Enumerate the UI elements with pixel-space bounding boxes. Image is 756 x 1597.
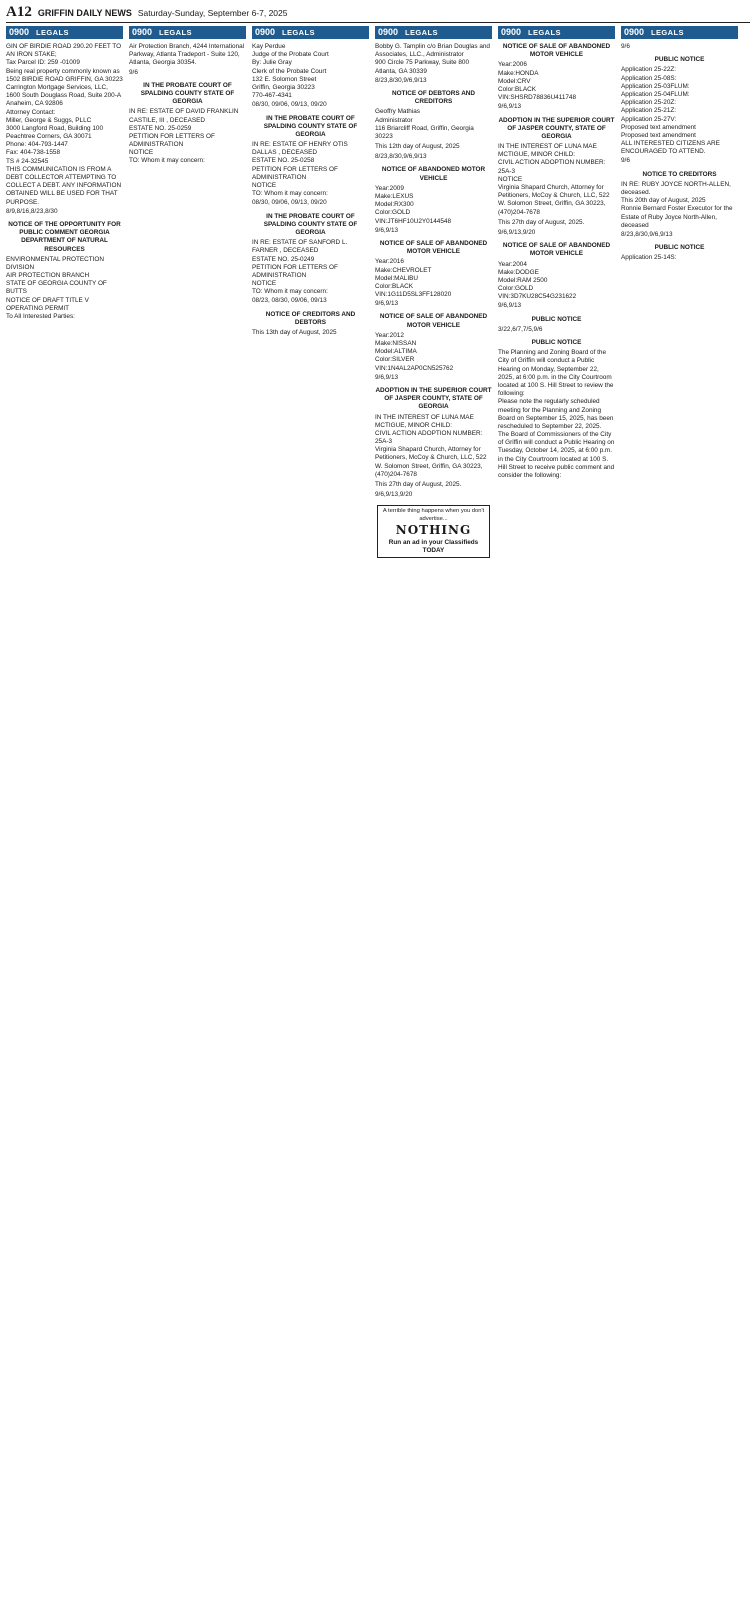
notice-line: Miller, George & Suggs, PLLC	[6, 116, 92, 124]
publication-dates: 8/9,8/16,8/23,8/30	[6, 207, 58, 215]
legal-notice	[498, 43, 615, 112]
notice-line: Year:2009	[375, 184, 404, 192]
section-category: LEGALS	[651, 27, 684, 37]
notice-line: NOTICE	[498, 175, 523, 183]
ad-headline: NOTHING	[395, 523, 472, 538]
legal-notice	[621, 244, 738, 262]
notice-line: Color:BLACK	[498, 85, 537, 93]
notice-line: IN RE: ESTATE OF SANFORD L. FARNER , DECEASED	[252, 239, 348, 255]
classifieds-ad	[377, 505, 490, 558]
notice-line: ALL INTERESTED CITIZENS ARE ENCOURAGED TO ATTEND.	[621, 140, 720, 156]
ad-call-to-action: Run an ad in your Classifieds TODAY	[388, 538, 479, 554]
notice-line: Year:2004	[498, 260, 527, 268]
legal-notice	[498, 339, 615, 480]
notice-heading: NOTICE OF SALE OF ABANDONED MOTOR VEHICLE	[379, 313, 488, 329]
notice-line: Proposed text amendment	[621, 123, 696, 131]
publication-dates: 8/23,8/30,9/6,9/13	[621, 230, 673, 238]
notice-heading: NOTICE OF SALE OF ABANDONED MOTOR VEHICLE	[379, 239, 488, 256]
legals-column	[621, 26, 738, 1591]
publication-dates: 9/6,9/13	[498, 302, 522, 310]
notice-line: This 20th day of August, 2025	[621, 197, 706, 205]
notice-heading: PUBLIC NOTICE	[654, 56, 705, 64]
publication-dates: 9/6,9/13,9/20	[375, 491, 413, 499]
notice-heading: NOTICE TO CREDITORS	[642, 170, 717, 178]
legal-notice	[6, 43, 123, 216]
notice-date: This 13th day of August, 2025	[252, 329, 337, 336]
notice-line: Being real property commonly known as 1502 BIRDIE ROAD GRIFFIN, GA 30223	[6, 67, 123, 83]
notice-line: Clerk of the Probate Court	[252, 67, 327, 75]
notice-line: VIN:1N4AL2AP0CN525762	[375, 364, 454, 372]
legals-column	[252, 26, 369, 1591]
newspaper-name: GRIFFIN DAILY NEWS	[37, 8, 132, 18]
notice-line: GIN OF BIRDIE ROAD 290.20 FEET TO AN IRON STAKE;	[6, 43, 122, 59]
notice-line: IN THE INTEREST OF LUNA MAE MCTIGUE, MINOR CHILD:	[375, 413, 474, 429]
notice-line: 770-467-4341	[252, 92, 292, 100]
notice-line: TO: Whom it may concern:	[129, 157, 205, 165]
notice-line: 132 E. Solomon Street	[252, 75, 317, 83]
notice-line: TS # 24-32545	[6, 157, 49, 165]
notice-line: Application 25-08S:	[621, 74, 677, 82]
legals-column	[498, 26, 615, 1591]
notice-date: This 27th day of August, 2025.	[498, 218, 585, 226]
legal-notice	[252, 43, 369, 110]
publication-dates: 08/30, 09/06, 09/13, 09/20	[252, 101, 327, 109]
notice-heading: NOTICE OF SALE OF ABANDONED MOTOR VEHICLE	[502, 43, 611, 59]
legal-notice	[129, 43, 246, 77]
notice-line: VIN:SHSRD78836U411748	[498, 94, 577, 102]
publication-dates: 9/6,9/13	[375, 226, 399, 234]
notice-line: Color:BLACK	[375, 282, 414, 290]
notice-line: Make:LEXUS	[375, 193, 414, 200]
section-code: 0900	[624, 26, 645, 37]
publication-dates: 9/6,9/13	[375, 373, 399, 381]
notice-line: Phone: 404-793-1447	[6, 141, 68, 149]
section-category: LEGALS	[159, 27, 192, 37]
legal-notice	[498, 242, 615, 311]
notice-heading: ADOPTION IN THE SUPERIOR COURT OF JASPER COUNTY, STATE OF GEORGIA	[498, 116, 615, 140]
legals-columns	[6, 26, 750, 1591]
legal-notice	[252, 311, 369, 338]
publication-dates: 9/6	[129, 68, 138, 76]
section-category: LEGALS	[405, 27, 438, 37]
notice-line: Griffin, Georgia 30223	[252, 83, 315, 91]
notice-line: Carrington Mortgage Services, LLC, 1600 South Douglass Road, Suite 200-A Anaheim, CA 92806	[6, 83, 121, 108]
notice-heading: PUBLIC NOTICE	[531, 315, 582, 323]
notice-heading: IN THE PROBATE COURT OF SPALDING COUNTY STATE OF GEORGIA	[263, 212, 358, 236]
notice-line: Judge of the Probate Court	[252, 51, 329, 59]
notice-line: Model:RAM 2500	[498, 276, 548, 284]
section-code: 0900	[132, 26, 153, 37]
ad-tagline: A terrible thing happens when you don't advertise...	[382, 508, 485, 522]
legal-notice	[375, 166, 492, 235]
notice-line: IN RE: ESTATE OF HENRY OTIS DALLAS , DECEASED	[252, 141, 348, 157]
notice-line: Bobby G. Tamplin c/o Brian Douglas and Associates, LLC., Administrator	[375, 43, 490, 59]
notice-line: NOTICE	[252, 182, 277, 189]
notice-line: CIVIL ACTION ADOPTION NUMBER: 25A-3	[498, 159, 606, 175]
masthead	[6, 4, 750, 23]
notice-line: Fax: 404-738-1558	[6, 149, 61, 157]
legal-notice	[621, 171, 738, 240]
legal-notice	[498, 316, 615, 334]
notice-line: Color:GOLD	[498, 285, 534, 293]
section-category: LEGALS	[282, 27, 315, 37]
section-tab	[621, 26, 738, 39]
notice-line: Make:CHEVROLET	[375, 266, 432, 274]
notice-line: 900 Circle 75 Parkway, Suite 800 Atlanta, GA 30339	[375, 59, 470, 75]
notice-heading: IN THE PROBATE COURT OF SPALDING COUNTY STATE OF GEORGIA	[263, 114, 358, 138]
notice-line: ENVIRONMENTAL PROTECTION DIVISION	[6, 255, 104, 271]
notice-line: 116 Briarcliff Road, Griffin, Georgia 30223	[375, 124, 474, 140]
notice-line: ESTATE NO. 25-0258	[252, 157, 315, 165]
notice-heading: NOTICE OF ABANDONED MOTOR VEHICLE	[381, 166, 486, 182]
legal-notice	[621, 43, 738, 51]
notice-line: TO: Whom it may concern:	[252, 288, 328, 296]
legal-notice	[621, 56, 738, 165]
legals-column	[375, 26, 492, 1591]
notice-line: Administrator	[375, 116, 413, 124]
legal-notice	[375, 240, 492, 309]
notice-line: Virginia Shapard Church, Attorney for Petitioners, McCoy & Church, LLC, 522 W. Solomon Street, Griffin, GA 30223, (470)204-7678	[498, 184, 610, 216]
notice-line: VIN:1G11D5SL3FF128020	[375, 291, 452, 299]
section-code: 0900	[9, 26, 30, 37]
publication-dates: 8/23,8/30,9/6,9/13	[375, 153, 427, 161]
notice-line: PETITION FOR LETTERS OF ADMINISTRATION	[252, 263, 338, 279]
notice-heading: IN THE PROBATE COURT OF SPALDING COUNTY STATE OF GEORGIA	[140, 81, 235, 106]
notice-line: Make:NISSAN	[375, 340, 417, 347]
notice-line: Make:HONDA	[498, 69, 539, 77]
notice-line: AIR PROTECTION BRANCH	[6, 272, 90, 280]
notice-line: The Planning and Zoning Board of the City of Griffin will conduct a Public Hearing on Monday, September 22, 2025, at 6:00 p.m. in the City Courtroom located at 100 S. Hill Street to review the following:	[498, 349, 614, 398]
notice-line: PETITION FOR LETTERS OF ADMINISTRATION	[252, 165, 338, 181]
notice-line: Application 25-22Z:	[621, 66, 677, 74]
notice-line: Model:CRV	[498, 77, 531, 85]
notice-line: Ronnie Bernard Foster Executor for the Estate of Ruby Joyce North-Allen, deceased	[621, 205, 733, 229]
notice-heading: PUBLIC NOTICE	[531, 339, 582, 346]
notice-line: VIN:3D7KU28C54G231622	[498, 293, 577, 301]
notice-line: Application 25-27V:	[621, 115, 677, 123]
notice-date: This 27th day of August, 2025.	[375, 481, 462, 488]
publication-dates: 3/22,6/7,7/5,9/6	[498, 325, 543, 333]
publication-dates: 08/23, 08/30, 09/06, 09/13	[252, 297, 327, 305]
legal-notice	[375, 90, 492, 162]
legal-notice	[375, 43, 492, 85]
notice-line: NOTICE	[252, 280, 277, 288]
legals-column	[6, 26, 123, 1591]
legal-notice	[252, 213, 369, 306]
section-tab	[129, 26, 246, 39]
page-number: A12	[6, 4, 32, 20]
notice-line: Air Protection Branch, 4244 International Parkway, Atlanta Tradeport - Suite 120, Atlanta, Georgia 30354.	[129, 43, 245, 67]
notice-line: Please note the regularly scheduled meeting for the Planning and Zoning Board on September 15, 2025, has been rescheduled to September 22, 2025.	[498, 398, 614, 430]
notice-line: (470)204-7678	[375, 470, 417, 478]
notice-line: Kay Perdue	[252, 43, 286, 50]
legal-notice	[129, 82, 246, 166]
notice-line: Proposed text amendment	[621, 131, 696, 139]
section-tab	[6, 26, 123, 39]
notice-line: IN RE: RUBY JOYCE NORTH-ALLEN, deceased.	[621, 180, 731, 196]
publication-dates: 9/6	[621, 43, 630, 50]
legal-notice	[498, 117, 615, 238]
notice-line: ESTATE NO. 25-0249	[252, 255, 315, 263]
publication-dates: 9/6,9/13	[375, 300, 399, 308]
notice-line: Application 25-14S:	[621, 254, 677, 262]
legal-notice	[375, 387, 492, 499]
notice-line: By: Julie Gray	[252, 59, 292, 67]
notice-line: Model:ALTIMA	[375, 348, 417, 356]
notice-heading: NOTICE OF DEBTORS AND CREDITORS	[391, 89, 476, 106]
notice-line: To All Interested Parties:	[6, 313, 75, 320]
notice-line: VIN:JT6HF10U2Y0144548	[375, 217, 452, 225]
notice-line: Tax Parcel ID: 259 -01009	[6, 59, 80, 67]
notice-heading: ADOPTION IN THE SUPERIOR COURT OF JASPER COUNTY, STATE OF GEORGIA	[375, 386, 492, 411]
notice-line: NOTICE OF DRAFT TITLE V OPERATING PERMIT	[6, 296, 89, 312]
publication-dates: 9/6,9/13	[498, 103, 522, 111]
notice-line: Color:SILVER	[375, 356, 415, 364]
legals-column	[129, 26, 246, 1591]
notice-line: Application 25-20Z:	[621, 99, 677, 107]
notice-line: Make:DODGE	[498, 268, 539, 276]
notice-heading: NOTICE OF THE OPPORTUNITY FOR PUBLIC COMMENT GEORGIA DEPARTMENT OF NATURAL RESOURCES	[8, 220, 121, 253]
notice-line: 3000 Langford Road, Building 100 Peachtree Corners, GA 30071	[6, 124, 104, 141]
legal-notice	[6, 221, 123, 321]
notice-line: THIS COMMUNICATION IS FROM A DEBT COLLECTOR ATTEMPTING TO COLLECT A DEBT. ANY INFORMATION OBTAINED WILL BE USED FOR THAT PURPOSE.	[6, 165, 122, 206]
section-code: 0900	[501, 26, 522, 37]
notice-line: Application 25-03FLUM:	[621, 82, 690, 90]
notice-line: IN RE: ESTATE OF DAVID FRANKLIN CASTILE, III , DECEASED	[129, 108, 239, 124]
section-tab	[498, 26, 615, 39]
notice-date: This 12th day of August, 2025	[375, 143, 460, 151]
notice-line: PETITION FOR LETTERS OF ADMINISTRATION	[129, 132, 215, 149]
notice-line: Application 25-04FLUM:	[621, 90, 690, 98]
notice-line: Year:2012	[375, 331, 404, 339]
publication-dates: 9/6,9/13,9/20	[498, 228, 536, 236]
notice-line: Year:2016	[375, 258, 404, 266]
notice-heading: NOTICE OF CREDITORS AND DEBTORS	[265, 310, 356, 326]
notice-line: ESTATE NO. 25-0259	[129, 124, 192, 132]
section-tab	[252, 26, 369, 39]
section-tab	[375, 26, 492, 39]
notice-line: TO: Whom it may concern:	[252, 190, 328, 198]
notice-line: Model:RX300	[375, 201, 414, 209]
section-category: LEGALS	[528, 27, 561, 37]
notice-line: Virginia Shapard Church, Attorney for Petitioners, McCoy & Church, LLC, 522 W. Solomon Street, Griffin, GA 30223,	[375, 446, 487, 470]
legal-notice	[252, 115, 369, 208]
notice-line: CIVIL ACTION ADOPTION NUMBER: 25A-3	[375, 429, 483, 446]
notice-line: Geoffry Mathias	[375, 108, 420, 116]
publication-dates: 9/6	[621, 157, 630, 165]
notice-heading: NOTICE OF SALE OF ABANDONED MOTOR VEHICLE	[502, 242, 611, 258]
section-category: LEGALS	[36, 27, 69, 37]
notice-line: The Board of Commissioners of the City of Griffin will conduct a Public Hearing on Tuesday, October 14, 2025, at 6:00 p.m. in the City Courtroom located at 100 S. Hill Street to receive public comment and consider the following:	[498, 431, 615, 479]
notice-line: NOTICE	[129, 149, 154, 157]
issue-date: Saturday-Sunday, September 6-7, 2025	[137, 8, 288, 18]
publication-dates: 08/30, 09/06, 09/13, 09/20	[252, 199, 327, 207]
notice-line: STATE OF GEORGIA COUNTY OF BUTTS	[6, 280, 107, 296]
notice-line: Color:GOLD	[375, 209, 411, 217]
notice-heading: PUBLIC NOTICE	[654, 244, 705, 252]
notice-line: Year:2006	[498, 61, 527, 69]
publication-dates: 8/23,8/30,9/6,9/13	[375, 76, 427, 84]
notice-line: Attorney Contact:	[6, 108, 56, 116]
legal-notice	[375, 313, 492, 382]
notice-line: Application 25-21Z:	[621, 107, 677, 115]
notice-line: Model:MALIBU	[375, 274, 418, 282]
notice-line: IN THE INTEREST OF LUNA MAE MCTIGUE, MINOR CHILD:	[498, 143, 597, 159]
section-code: 0900	[378, 26, 399, 37]
section-code: 0900	[255, 26, 276, 37]
